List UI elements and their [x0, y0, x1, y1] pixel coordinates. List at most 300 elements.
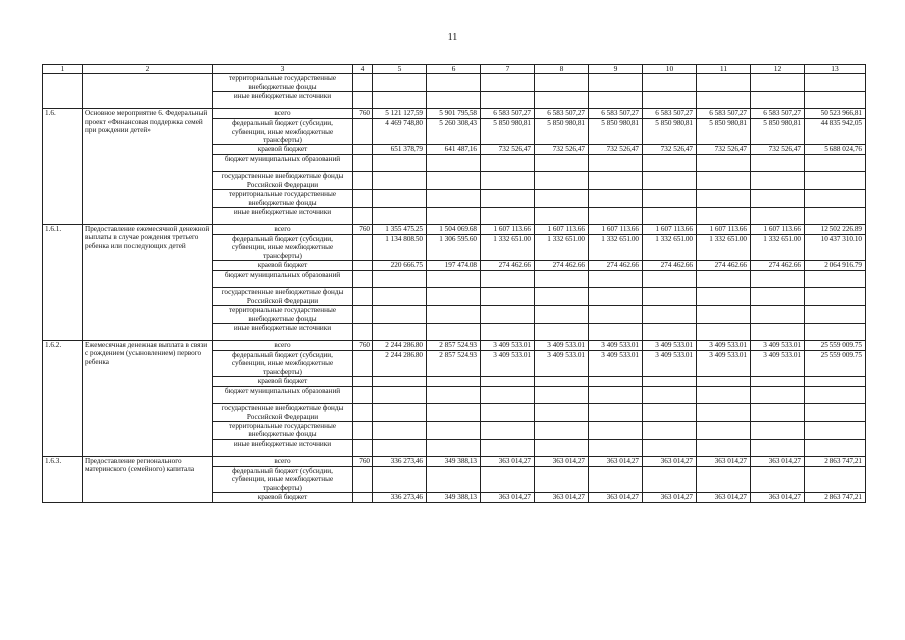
value-cell — [427, 421, 481, 439]
value-cell — [805, 208, 866, 225]
value-cell: 3 409 533.01 — [751, 350, 805, 376]
value-cell: 3 409 533.01 — [589, 340, 643, 350]
code-cell — [353, 306, 373, 324]
value-cell — [427, 288, 481, 306]
item-number — [43, 74, 83, 109]
value-cell — [589, 466, 643, 492]
value-cell — [535, 288, 589, 306]
value-cell — [481, 271, 535, 288]
value-cell — [643, 271, 697, 288]
value-cell: 197 474.08 — [427, 261, 481, 271]
value-cell — [751, 306, 805, 324]
value-cell — [697, 323, 751, 340]
header-cell: 12 — [751, 65, 805, 74]
value-cell — [643, 439, 697, 456]
value-cell — [535, 271, 589, 288]
item-name: Основное мероприятие 6. Федеральный проект «Финансовая поддержка семей при рождении детей» — [83, 109, 213, 225]
value-cell: 1 504 069.68 — [427, 225, 481, 235]
code-cell — [353, 261, 373, 271]
value-cell — [589, 208, 643, 225]
source-label: федеральный бюджет (субсидии, субвенции, иные межбюджетные трансферты) — [213, 466, 353, 492]
value-cell — [643, 387, 697, 404]
value-cell — [643, 377, 697, 387]
value-cell — [643, 323, 697, 340]
value-cell — [481, 190, 535, 208]
value-cell: 1 607 113.66 — [481, 225, 535, 235]
code-cell — [353, 377, 373, 387]
value-cell — [697, 404, 751, 422]
value-cell — [751, 466, 805, 492]
value-cell: 2 244 286.80 — [373, 350, 427, 376]
item-name — [83, 74, 213, 109]
value-cell — [589, 421, 643, 439]
value-cell — [751, 404, 805, 422]
value-cell — [427, 208, 481, 225]
value-cell — [697, 208, 751, 225]
value-cell: 732 526,47 — [481, 145, 535, 155]
item-number: 1.6.3. — [43, 456, 83, 502]
value-cell — [643, 421, 697, 439]
table-body — [43, 65, 866, 503]
header-cell: 3 — [213, 65, 353, 74]
value-cell: 3 409 533.01 — [697, 340, 751, 350]
value-cell — [535, 190, 589, 208]
page-number: 11 — [447, 32, 458, 43]
source-label: иные внебюджетные источники — [213, 208, 353, 225]
value-cell: 5 260 308,43 — [427, 119, 481, 145]
value-cell — [751, 387, 805, 404]
value-cell — [589, 172, 643, 190]
value-cell: 3 409 533.01 — [643, 350, 697, 376]
value-cell — [589, 306, 643, 324]
value-cell — [427, 155, 481, 172]
value-cell — [697, 387, 751, 404]
value-cell: 732 526,47 — [535, 145, 589, 155]
value-cell: 6 583 507,27 — [643, 109, 697, 119]
value-cell: 3 409 533.01 — [481, 350, 535, 376]
value-cell: 12 502 226.89 — [805, 225, 866, 235]
table-row — [43, 456, 866, 466]
value-cell — [643, 155, 697, 172]
header-cell: 1 — [43, 65, 83, 74]
value-cell — [373, 377, 427, 387]
value-cell — [481, 404, 535, 422]
value-cell: 2 064 916.79 — [805, 261, 866, 271]
value-cell — [589, 387, 643, 404]
source-label: федеральный бюджет (субсидии, субвенции, иные межбюджетные трансферты) — [213, 350, 353, 376]
value-cell: 651 378,79 — [373, 145, 427, 155]
value-cell — [751, 190, 805, 208]
value-cell: 1 332 651.00 — [643, 235, 697, 261]
value-cell — [643, 404, 697, 422]
header-cell: 10 — [643, 65, 697, 74]
code-cell — [353, 235, 373, 261]
value-cell: 363 014,27 — [535, 456, 589, 466]
value-cell: 732 526,47 — [589, 145, 643, 155]
code-cell — [353, 92, 373, 109]
source-label: территориальные государственные внебюджетные фонды — [213, 190, 353, 208]
value-cell — [481, 377, 535, 387]
value-cell — [805, 387, 866, 404]
value-cell — [427, 190, 481, 208]
value-cell: 2 244 286.80 — [373, 340, 427, 350]
value-cell: 2 863 747,21 — [805, 456, 866, 466]
value-cell — [373, 439, 427, 456]
value-cell — [643, 172, 697, 190]
value-cell: 1 607 113.66 — [643, 225, 697, 235]
value-cell — [589, 404, 643, 422]
header-cell: 13 — [805, 65, 866, 74]
value-cell: 363 014,27 — [751, 456, 805, 466]
value-cell: 6 583 507,27 — [481, 109, 535, 119]
value-cell — [589, 74, 643, 92]
value-cell — [751, 74, 805, 92]
source-label: краевой бюджет — [213, 492, 353, 502]
value-cell — [805, 306, 866, 324]
header-cell: 9 — [589, 65, 643, 74]
value-cell — [589, 377, 643, 387]
value-cell: 363 014,27 — [751, 492, 805, 502]
value-cell — [373, 155, 427, 172]
value-cell — [427, 92, 481, 109]
value-cell — [481, 172, 535, 190]
code-cell — [353, 350, 373, 376]
value-cell — [805, 172, 866, 190]
value-cell: 1 607 113.66 — [535, 225, 589, 235]
value-cell — [697, 190, 751, 208]
value-cell — [481, 288, 535, 306]
value-cell — [643, 92, 697, 109]
value-cell: 3 409 533.01 — [535, 350, 589, 376]
value-cell: 3 409 533.01 — [697, 350, 751, 376]
value-cell: 1 332 651.00 — [535, 235, 589, 261]
value-cell — [535, 208, 589, 225]
value-cell — [373, 74, 427, 92]
value-cell: 3 409 533.01 — [481, 340, 535, 350]
value-cell: 274 462.66 — [697, 261, 751, 271]
value-cell: 349 388,13 — [427, 456, 481, 466]
code-cell — [353, 74, 373, 92]
value-cell — [751, 323, 805, 340]
value-cell — [427, 439, 481, 456]
code-cell — [353, 288, 373, 306]
value-cell — [751, 288, 805, 306]
value-cell — [805, 466, 866, 492]
value-cell — [373, 92, 427, 109]
value-cell: 641 487,16 — [427, 145, 481, 155]
source-label: государственные внебюджетные фонды Российской Федерации — [213, 172, 353, 190]
source-label: иные внебюджетные источники — [213, 92, 353, 109]
value-cell: 6 583 507,27 — [697, 109, 751, 119]
value-cell: 2 857 524.93 — [427, 350, 481, 376]
value-cell: 336 273,46 — [373, 456, 427, 466]
code-cell — [353, 439, 373, 456]
value-cell: 1 607 113.66 — [589, 225, 643, 235]
value-cell: 5 688 024,76 — [805, 145, 866, 155]
value-cell: 2 857 524.93 — [427, 340, 481, 350]
value-cell — [805, 271, 866, 288]
value-cell: 5 850 980,81 — [751, 119, 805, 145]
header-cell: 11 — [697, 65, 751, 74]
value-cell — [373, 404, 427, 422]
value-cell — [589, 155, 643, 172]
value-cell: 5 121 127,59 — [373, 109, 427, 119]
value-cell — [427, 466, 481, 492]
code-cell — [353, 145, 373, 155]
value-cell: 732 526,47 — [697, 145, 751, 155]
value-cell — [697, 377, 751, 387]
value-cell — [427, 271, 481, 288]
header-cell: 4 — [353, 65, 373, 74]
value-cell — [751, 421, 805, 439]
value-cell: 6 583 507,27 — [751, 109, 805, 119]
value-cell: 220 666.75 — [373, 261, 427, 271]
value-cell — [481, 466, 535, 492]
value-cell — [589, 288, 643, 306]
value-cell: 3 409 533.01 — [751, 340, 805, 350]
code-cell — [353, 492, 373, 502]
item-number: 1.6.2. — [43, 340, 83, 456]
value-cell: 5 850 980,81 — [481, 119, 535, 145]
value-cell — [427, 387, 481, 404]
value-cell — [589, 190, 643, 208]
value-cell: 1 607 113.66 — [697, 225, 751, 235]
value-cell — [643, 466, 697, 492]
source-label: федеральный бюджет (субсидии, субвенции, иные межбюджетные трансферты) — [213, 235, 353, 261]
value-cell: 2 863 747,21 — [805, 492, 866, 502]
value-cell: 44 835 942,05 — [805, 119, 866, 145]
item-name: Предоставление ежемесячной денежной выплаты в случае рождения третьего ребенка или последующих детей — [83, 225, 213, 341]
value-cell: 363 014,27 — [589, 492, 643, 502]
code-cell: 760 — [353, 225, 373, 235]
value-cell — [751, 155, 805, 172]
value-cell — [805, 288, 866, 306]
value-cell: 5 850 980,81 — [535, 119, 589, 145]
value-cell — [535, 155, 589, 172]
code-cell — [353, 404, 373, 422]
value-cell: 1 332 651.00 — [751, 235, 805, 261]
code-cell — [353, 387, 373, 404]
value-cell: 5 901 795,58 — [427, 109, 481, 119]
value-cell — [481, 306, 535, 324]
code-cell: 760 — [353, 109, 373, 119]
value-cell — [697, 439, 751, 456]
value-cell — [427, 74, 481, 92]
source-label: государственные внебюджетные фонды Российской Федерации — [213, 288, 353, 306]
value-cell — [373, 172, 427, 190]
value-cell: 1 306 595.60 — [427, 235, 481, 261]
header-cell: 7 — [481, 65, 535, 74]
value-cell: 1 134 808.50 — [373, 235, 427, 261]
item-name: Ежемесячная денежная выплата в связи с рождением (усыновлением) первого ребенка — [83, 340, 213, 456]
value-cell — [589, 323, 643, 340]
value-cell — [427, 172, 481, 190]
value-cell — [643, 288, 697, 306]
value-cell: 363 014,27 — [697, 492, 751, 502]
code-cell — [353, 421, 373, 439]
value-cell — [535, 306, 589, 324]
value-cell — [697, 288, 751, 306]
value-cell — [373, 190, 427, 208]
value-cell: 4 469 748,80 — [373, 119, 427, 145]
source-label: всего — [213, 109, 353, 119]
code-cell — [353, 119, 373, 145]
value-cell — [535, 74, 589, 92]
header-cell: 6 — [427, 65, 481, 74]
value-cell: 274 462.66 — [589, 261, 643, 271]
value-cell — [643, 74, 697, 92]
source-label: иные внебюджетные источники — [213, 439, 353, 456]
value-cell: 6 583 507,27 — [589, 109, 643, 119]
value-cell: 6 583 507,27 — [535, 109, 589, 119]
code-cell — [353, 323, 373, 340]
value-cell — [697, 172, 751, 190]
value-cell — [643, 208, 697, 225]
table-row — [43, 340, 866, 350]
code-cell — [353, 172, 373, 190]
value-cell — [589, 439, 643, 456]
value-cell — [805, 404, 866, 422]
code-cell — [353, 190, 373, 208]
code-cell — [353, 466, 373, 492]
item-number: 1.6.1. — [43, 225, 83, 341]
value-cell — [589, 92, 643, 109]
value-cell: 274 462.66 — [535, 261, 589, 271]
value-cell: 3 409 533.01 — [535, 340, 589, 350]
source-label: краевой бюджет — [213, 145, 353, 155]
value-cell — [373, 323, 427, 340]
value-cell — [805, 421, 866, 439]
value-cell — [535, 323, 589, 340]
value-cell — [427, 306, 481, 324]
value-cell — [427, 323, 481, 340]
value-cell — [805, 190, 866, 208]
source-label: всего — [213, 340, 353, 350]
value-cell — [697, 92, 751, 109]
value-cell — [535, 172, 589, 190]
value-cell: 1 332 651.00 — [589, 235, 643, 261]
value-cell — [805, 92, 866, 109]
source-label: всего — [213, 456, 353, 466]
value-cell: 336 273,46 — [373, 492, 427, 502]
value-cell — [589, 271, 643, 288]
value-cell: 732 526,47 — [643, 145, 697, 155]
value-cell — [481, 387, 535, 404]
value-cell — [373, 466, 427, 492]
item-name: Предоставление регионального материнского (семейного) капитала — [83, 456, 213, 502]
value-cell: 363 014,27 — [589, 456, 643, 466]
source-label: территориальные государственные внебюджетные фонды — [213, 421, 353, 439]
value-cell: 1 607 113.66 — [751, 225, 805, 235]
source-label: краевой бюджет — [213, 261, 353, 271]
value-cell — [805, 74, 866, 92]
value-cell — [535, 377, 589, 387]
value-cell: 363 014,27 — [481, 492, 535, 502]
code-cell: 760 — [353, 456, 373, 466]
value-cell — [697, 306, 751, 324]
value-cell: 10 437 310.10 — [805, 235, 866, 261]
value-cell — [805, 439, 866, 456]
table-row — [43, 74, 866, 92]
table-row — [43, 225, 866, 235]
header-cell: 5 — [373, 65, 427, 74]
value-cell — [805, 323, 866, 340]
value-cell: 50 523 966,81 — [805, 109, 866, 119]
source-label: всего — [213, 225, 353, 235]
source-label: территориальные государственные внебюджетные фонды — [213, 306, 353, 324]
value-cell: 274 462.66 — [643, 261, 697, 271]
value-cell: 1 332 651.00 — [697, 235, 751, 261]
code-cell — [353, 208, 373, 225]
value-cell — [697, 155, 751, 172]
value-cell — [535, 439, 589, 456]
value-cell — [751, 92, 805, 109]
value-cell — [373, 288, 427, 306]
value-cell: 363 014,27 — [481, 456, 535, 466]
value-cell — [481, 92, 535, 109]
value-cell: 274 462.66 — [481, 261, 535, 271]
value-cell: 5 850 980,81 — [589, 119, 643, 145]
value-cell — [643, 190, 697, 208]
value-cell — [373, 421, 427, 439]
value-cell: 5 850 980,81 — [697, 119, 751, 145]
value-cell — [373, 271, 427, 288]
source-label: иные внебюджетные источники — [213, 323, 353, 340]
value-cell — [751, 172, 805, 190]
value-cell: 1 355 475.25 — [373, 225, 427, 235]
value-cell: 3 409 533.01 — [643, 340, 697, 350]
value-cell — [373, 208, 427, 225]
value-cell — [427, 404, 481, 422]
table-row — [43, 109, 866, 119]
value-cell — [481, 155, 535, 172]
value-cell — [481, 208, 535, 225]
value-cell: 363 014,27 — [643, 456, 697, 466]
value-cell — [751, 271, 805, 288]
value-cell — [481, 323, 535, 340]
source-label: бюджет муниципальных образований — [213, 155, 353, 172]
value-cell: 349 388,13 — [427, 492, 481, 502]
header-row — [43, 65, 866, 74]
value-cell — [805, 155, 866, 172]
value-cell — [481, 439, 535, 456]
value-cell — [535, 466, 589, 492]
source-label: территориальные государственные внебюджетные фонды — [213, 74, 353, 92]
value-cell — [697, 271, 751, 288]
value-cell — [751, 377, 805, 387]
header-cell: 2 — [83, 65, 213, 74]
source-label: бюджет муниципальных образований — [213, 271, 353, 288]
value-cell: 5 850 980,81 — [643, 119, 697, 145]
value-cell: 363 014,27 — [697, 456, 751, 466]
value-cell — [805, 377, 866, 387]
value-cell — [643, 306, 697, 324]
value-cell: 25 559 009.75 — [805, 350, 866, 376]
value-cell — [697, 421, 751, 439]
value-cell — [751, 439, 805, 456]
source-label: краевой бюджет — [213, 377, 353, 387]
value-cell: 1 332 651.00 — [481, 235, 535, 261]
value-cell — [481, 421, 535, 439]
value-cell — [481, 74, 535, 92]
value-cell: 3 409 533.01 — [589, 350, 643, 376]
value-cell — [535, 421, 589, 439]
value-cell — [427, 377, 481, 387]
value-cell: 363 014,27 — [643, 492, 697, 502]
code-cell — [353, 271, 373, 288]
code-cell: 760 — [353, 340, 373, 350]
code-cell — [353, 155, 373, 172]
